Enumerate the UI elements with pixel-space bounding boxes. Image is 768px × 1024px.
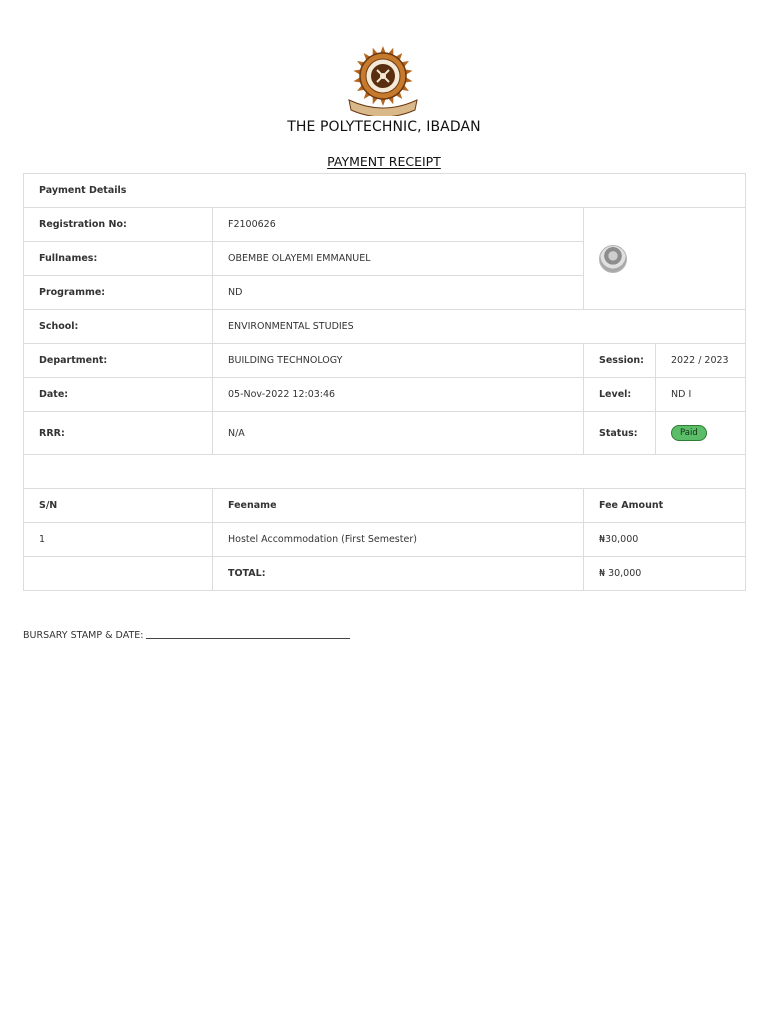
registration-label: Registration No:: [24, 208, 213, 242]
fee-name: Hostel Accommodation (First Semester): [213, 523, 584, 557]
total-value: ₦ 30,000: [584, 557, 746, 591]
fullname-label: Fullnames:: [24, 242, 213, 276]
school-row: [24, 310, 746, 344]
rrr-row: [24, 412, 746, 455]
total-empty-cell: [24, 557, 213, 591]
rrr-value: N/A: [213, 412, 584, 455]
institution-logo: [345, 46, 421, 116]
fee-sn: 1: [24, 523, 213, 557]
session-value: 2022 / 2023: [656, 344, 746, 378]
document-title-text: PAYMENT RECEIPT: [327, 154, 441, 169]
fees-header-name: Feename: [213, 489, 584, 523]
signature-line: [146, 638, 350, 639]
bursary-stamp-label: BURSARY STAMP & DATE:: [23, 630, 144, 641]
table-row: [24, 523, 746, 557]
photo-cell: [584, 208, 746, 310]
section-header-row: [24, 174, 746, 208]
status-cell: [656, 412, 746, 455]
date-row: [24, 378, 746, 412]
fees-header-row: [24, 489, 746, 523]
receipt-table: [23, 173, 746, 591]
spacer-cell: [24, 455, 746, 489]
fee-amount: ₦30,000: [584, 523, 746, 557]
section-title: Payment Details: [24, 174, 746, 208]
level-value: ND I: [656, 378, 746, 412]
department-value: BUILDING TECHNOLOGY: [213, 344, 584, 378]
fees-header-amount: Fee Amount: [584, 489, 746, 523]
department-row: [24, 344, 746, 378]
institution-name: THE POLYTECHNIC, IBADAN: [287, 119, 481, 135]
school-label: School:: [24, 310, 213, 344]
date-value: 05-Nov-2022 12:03:46: [213, 378, 584, 412]
date-label: Date:: [24, 378, 213, 412]
fullname-value: OBEMBE OLAYEMI EMMANUEL: [213, 242, 584, 276]
fees-header-sn: S/N: [24, 489, 213, 523]
total-row: [24, 557, 746, 591]
bursary-stamp: [23, 630, 350, 641]
department-label: Department:: [24, 344, 213, 378]
document-title: [0, 154, 768, 169]
total-label: TOTAL:: [213, 557, 584, 591]
registration-value: F2100626: [213, 208, 584, 242]
programme-label: Programme:: [24, 276, 213, 310]
spacer-row: [24, 455, 746, 489]
programme-value: ND: [213, 276, 584, 310]
level-label: Level:: [584, 378, 656, 412]
status-badge: Paid: [671, 425, 707, 441]
school-value: ENVIRONMENTAL STUDIES: [213, 310, 746, 344]
rrr-label: RRR:: [24, 412, 213, 455]
session-label: Session:: [584, 344, 656, 378]
student-photo: [599, 245, 627, 273]
registration-row: [24, 208, 746, 242]
status-label: Status:: [584, 412, 656, 455]
